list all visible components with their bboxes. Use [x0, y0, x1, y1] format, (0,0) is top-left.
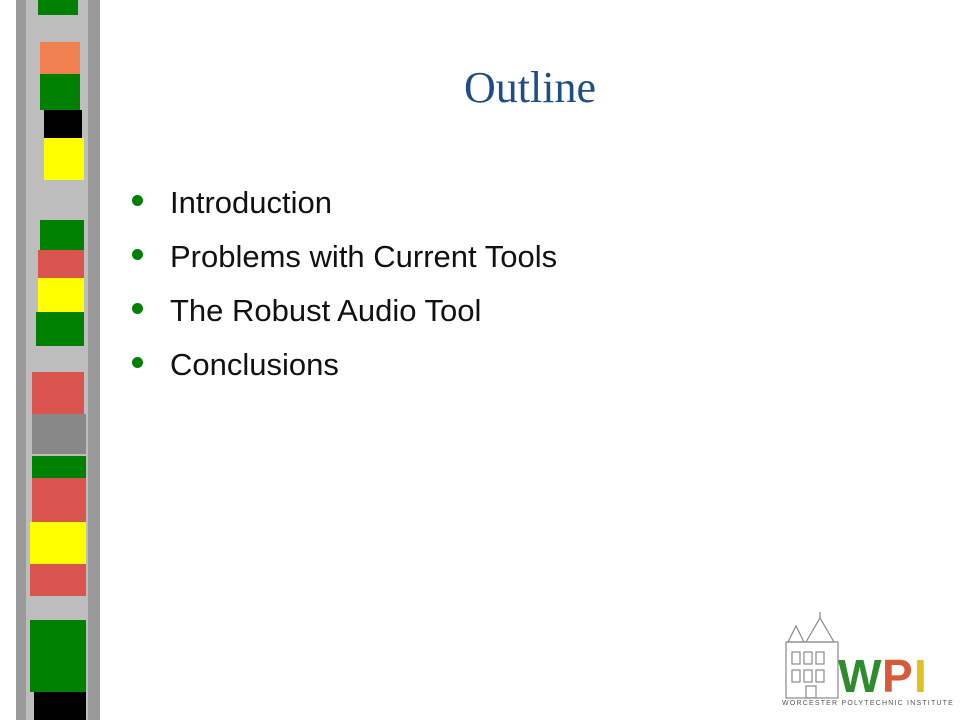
logo-caption: WORCESTER POLYTECHNIC INSTITUTE — [782, 700, 955, 707]
bullet-icon — [132, 357, 143, 368]
logo-i: I — [914, 650, 927, 702]
strip-block — [34, 692, 86, 720]
strip-block — [32, 456, 86, 478]
strip-block — [36, 312, 84, 346]
color-strip-inner — [26, 0, 88, 720]
logo-w: W — [838, 650, 882, 702]
strip-block — [32, 414, 86, 454]
strip-block — [40, 42, 80, 74]
building-icon — [786, 612, 838, 698]
bullet-icon — [132, 195, 143, 206]
strip-block — [40, 74, 80, 110]
outline-list — [132, 176, 557, 392]
bullet-text: Conclusions — [170, 347, 339, 382]
bullet-icon — [132, 249, 143, 260]
bullet-text: Introduction — [170, 185, 332, 220]
list-item — [132, 230, 557, 284]
list-item — [132, 176, 557, 230]
strip-block — [30, 522, 86, 564]
strip-block — [38, 0, 78, 15]
strip-block — [32, 478, 86, 522]
strip-block — [32, 372, 84, 414]
strip-block — [38, 250, 84, 278]
strip-block — [30, 564, 86, 596]
strip-block — [40, 220, 84, 250]
strip-block — [30, 620, 86, 692]
bullet-text: Problems with Current Tools — [170, 239, 558, 274]
slide-title: Outline — [464, 63, 596, 112]
wpi-logo — [782, 612, 955, 712]
logo-p: P — [882, 650, 913, 702]
strip-block — [38, 278, 84, 312]
bullet-text: The Robust Audio Tool — [170, 293, 482, 328]
list-item — [132, 284, 557, 338]
list-item — [132, 338, 557, 392]
strip-block — [44, 138, 84, 180]
bullet-icon — [132, 303, 143, 314]
strip-block — [44, 110, 82, 138]
decorative-color-strip — [16, 0, 100, 720]
